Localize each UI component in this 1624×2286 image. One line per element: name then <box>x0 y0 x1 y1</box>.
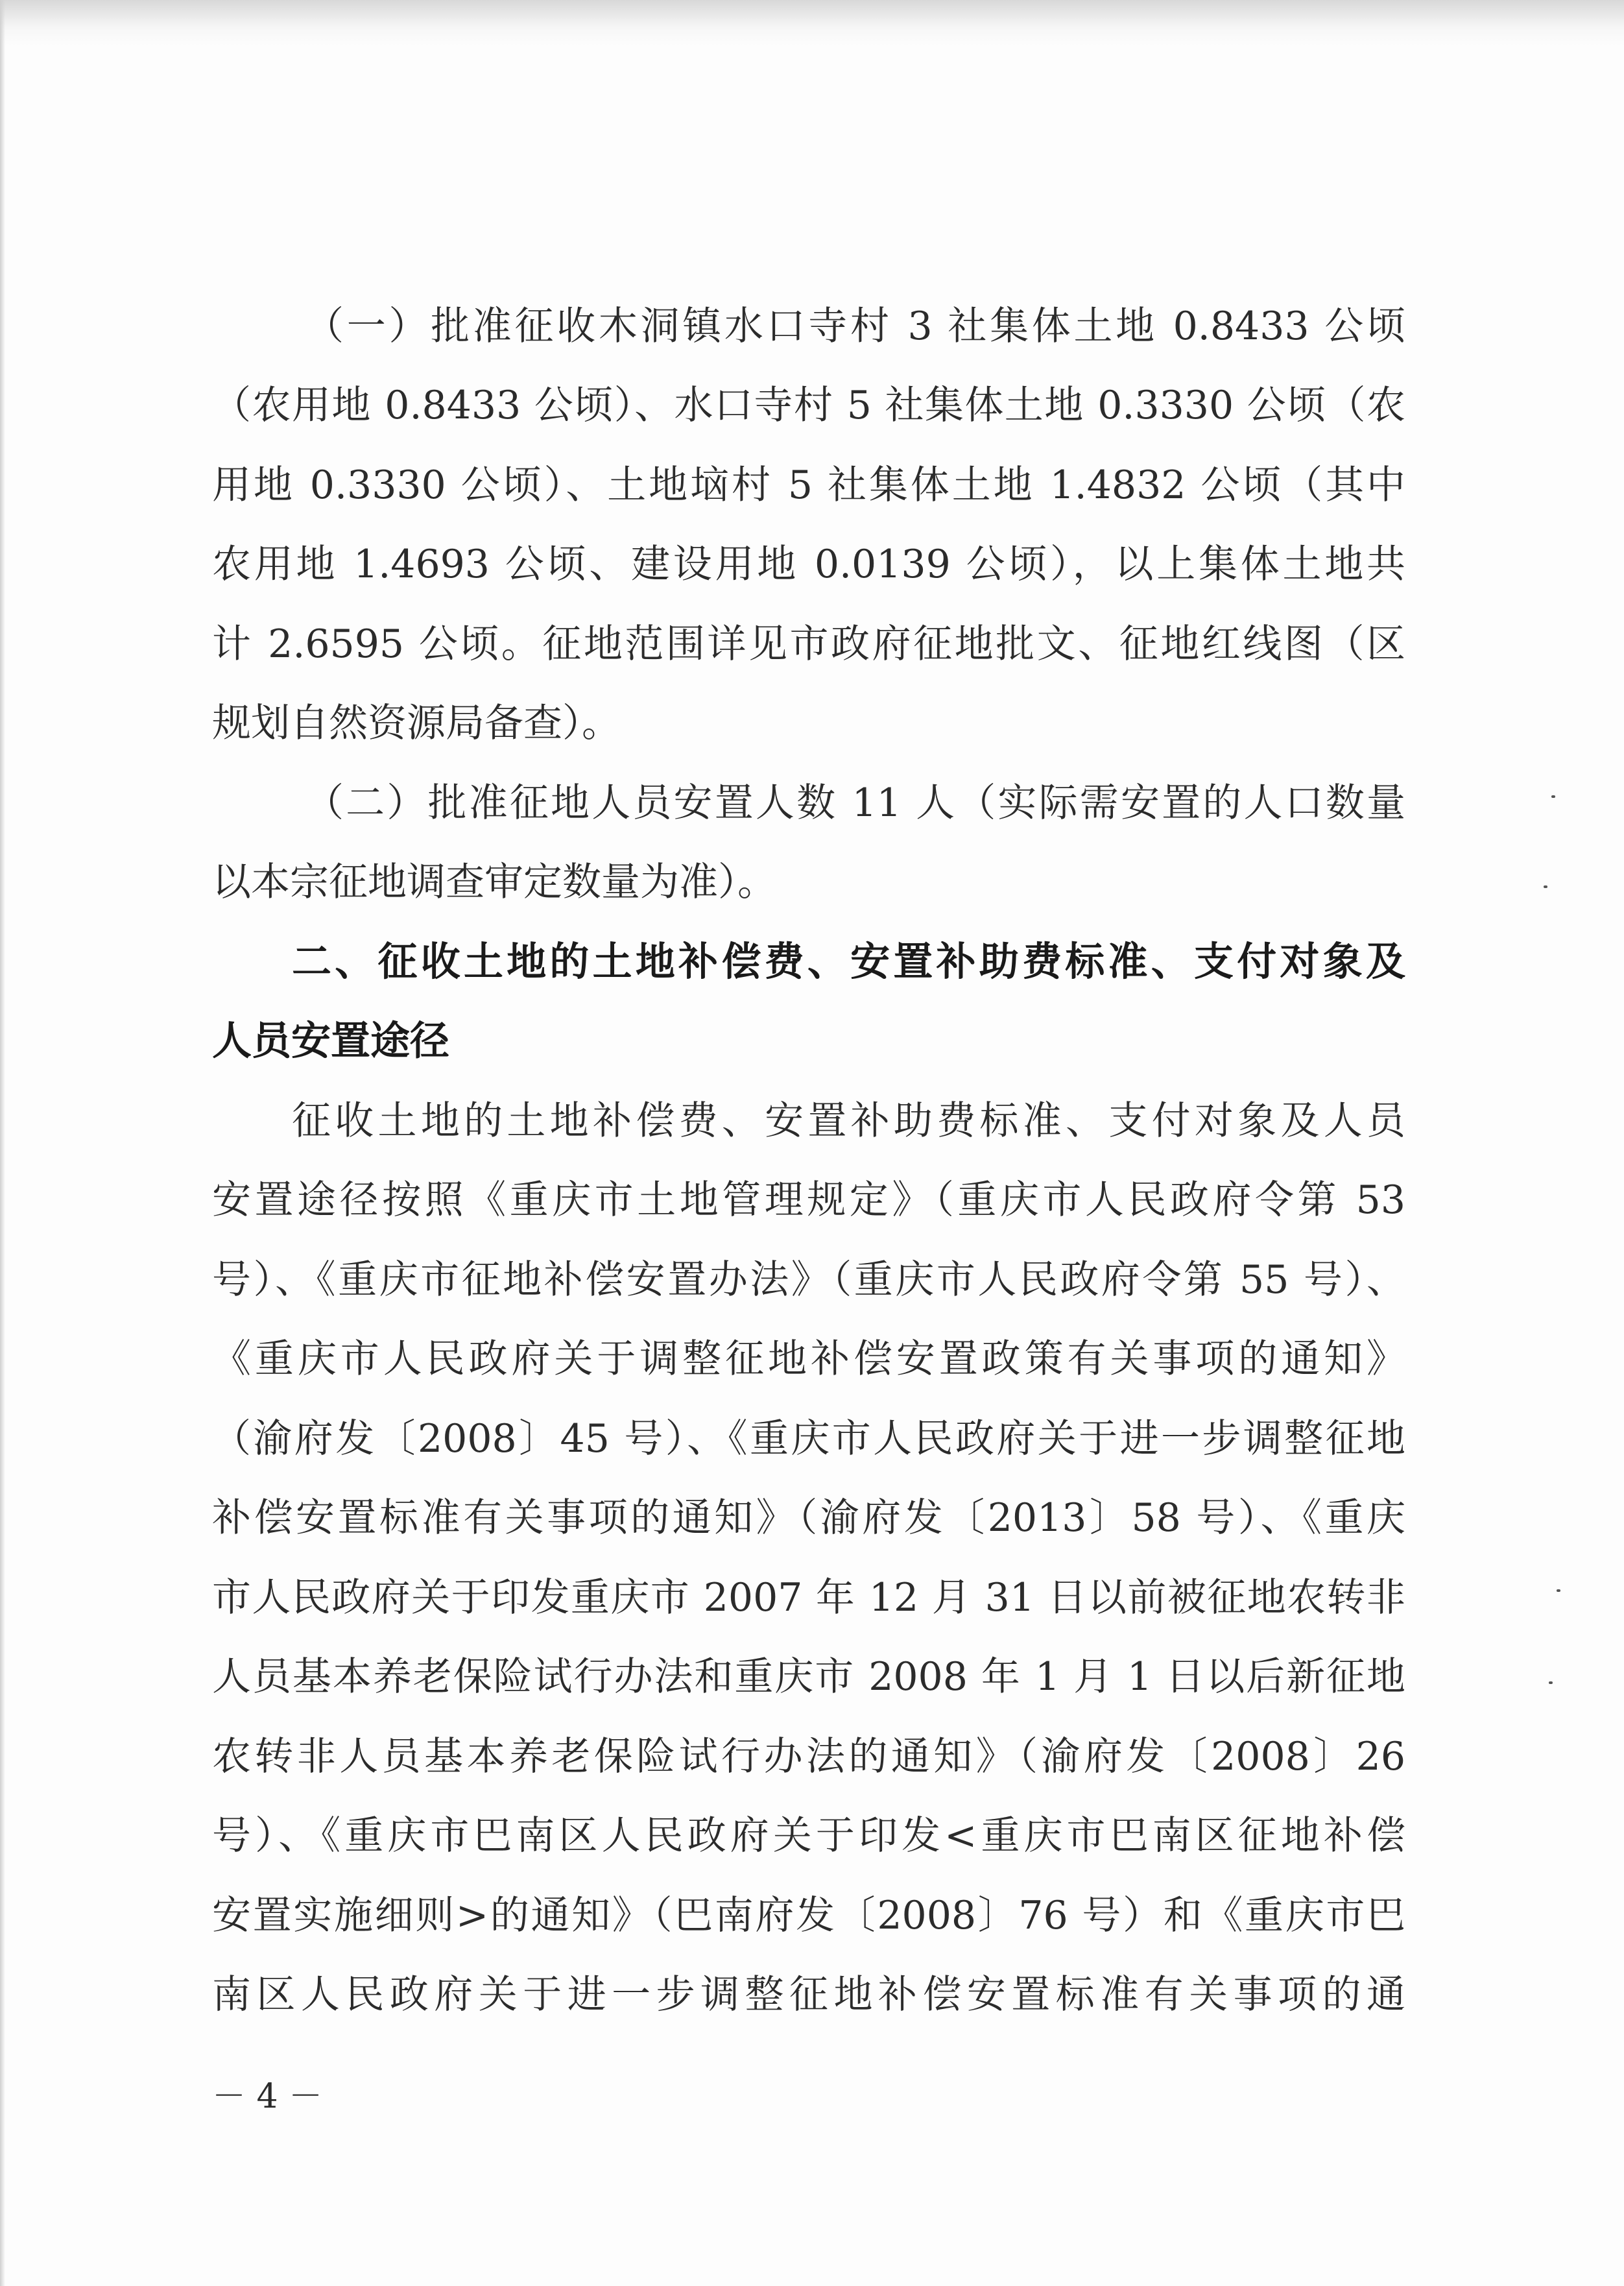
scan-top-edge <box>0 0 1624 45</box>
section-heading-line-1: 二、征收土地的土地补偿费、安置补助费标准、支付对象及 <box>292 939 1405 985</box>
paragraph-3-line-8: 人员基本养老保险试行办法和重庆市 2008 年 1 月 1 日以后新征地 <box>212 1654 1405 1700</box>
scan-speck <box>1549 1681 1553 1684</box>
paragraph-3-line-5: （渝府发〔2008〕45 号）、《重庆市人民政府关于进一步调整征地 <box>212 1416 1405 1462</box>
page-number: － 4 － <box>212 2077 323 2116</box>
paragraph-3-line-12: 南区人民政府关于进一步调整征地补偿安置标准有关事项的通 <box>212 1972 1405 2017</box>
paragraph-3-line-11: 安置实施细则>的通知》（巴南府发〔2008〕76 号）和《重庆市巴 <box>212 1893 1405 1938</box>
paragraph-1-line-5: 计 2.6595 公顷。征地范围详见市政府征地批文、征地红线图（区 <box>212 621 1405 667</box>
paragraph-3-line-10: 号）、《重庆市巴南区人民政府关于印发<重庆市巴南区征地补偿 <box>212 1813 1405 1859</box>
paragraph-3-line-2: 安置途径按照《重庆市土地管理规定》（重庆市人民政府令第 53 <box>212 1177 1405 1223</box>
scan-speck <box>1544 885 1547 888</box>
paragraph-1-line-1: （一）批准征收木洞镇水口寺村 3 社集体土地 0.8433 公顷 <box>305 304 1405 349</box>
paragraph-3-line-6: 补偿安置标准有关事项的通知》（渝府发〔2013〕58 号）、《重庆 <box>212 1495 1405 1541</box>
paragraph-3-line-9: 农转非人员基本养老保险试行办法的通知》（渝府发〔2008〕26 <box>212 1734 1405 1779</box>
paragraph-3-line-7: 市人民政府关于印发重庆市 2007 年 12 月 31 日以前被征地农转非 <box>212 1575 1405 1620</box>
paragraph-1-line-3: 用地 0.3330 公顷）、土地垴村 5 社集体土地 1.4832 公顷（其中 <box>212 463 1405 508</box>
paragraph-1-line-4: 农用地 1.4693 公顷、建设用地 0.0139 公顷），以上集体土地共 <box>212 542 1405 587</box>
paragraph-3-line-4: 《重庆市人民政府关于调整征地补偿安置政策有关事项的通知》 <box>212 1336 1405 1382</box>
paragraph-1-line-6: 规划自然资源局备查）。 <box>212 701 621 746</box>
scan-left-edge <box>0 0 5 2286</box>
paragraph-2-line-1: （二）批准征地人员安置人数 11 人（实际需安置的人口数量 <box>305 780 1405 826</box>
paragraph-3-line-1: 征收土地的土地补偿费、安置补助费标准、支付对象及人员 <box>292 1098 1405 1144</box>
section-heading-line-2: 人员安置途径 <box>212 1018 450 1064</box>
paragraph-3-line-3: 号）、《重庆市征地补偿安置办法》（重庆市人民政府令第 55 号）、 <box>212 1257 1405 1303</box>
paragraph-1-line-2: （农用地 0.8433 公顷）、水口寺村 5 社集体土地 0.3330 公顷（农 <box>212 383 1405 428</box>
scan-speck <box>1551 795 1555 798</box>
scan-speck <box>1557 1589 1560 1592</box>
paragraph-2-line-2: 以本宗征地调查审定数量为准）。 <box>212 860 776 905</box>
